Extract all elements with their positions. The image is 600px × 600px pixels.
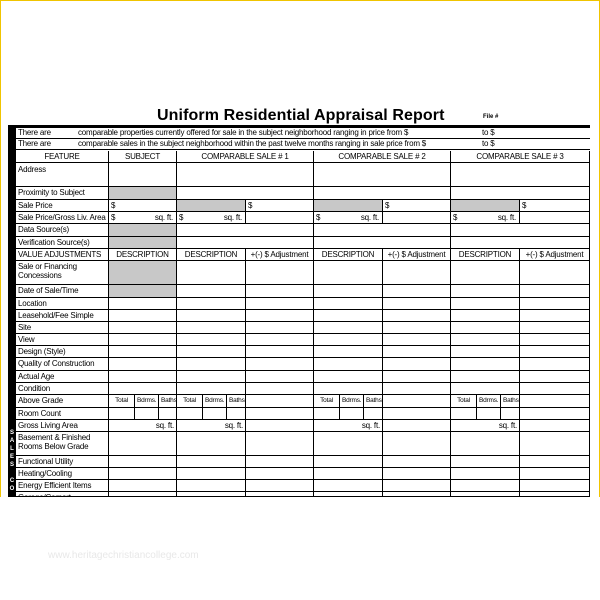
row-basement-finished-rooms-below-grade-description[interactable] [314,432,383,456]
watermark: www.heritagechristiancollege.com [48,550,199,561]
row-location-subject[interactable] [109,298,177,310]
room-count-adj[interactable] [246,408,314,420]
intro-to: to $ [482,139,495,148]
comp1-proximity-input[interactable] [177,187,314,200]
sqft-unit: sq. ft. [223,213,242,222]
comp1-data_sources-input[interactable] [177,224,314,237]
side-label-char: L [10,446,14,452]
row-location-description[interactable] [314,298,383,310]
sqft-unit: sq. ft. [497,213,516,222]
row-actual-age-label: Actual Age [16,371,109,383]
row-sale-or-financing-concessions-description[interactable] [451,261,520,285]
row-basement-finished-rooms-below-grade-label: Basement & Finished Rooms Below Grade [16,432,109,456]
row-view-adjustment[interactable] [383,334,451,346]
row-leasehold-fee-simple-subject[interactable] [109,310,177,322]
side-label-char: S [9,430,14,436]
row-date-of-sale-time-adjustment[interactable] [246,285,314,298]
row-date-of-sale-time-description[interactable] [314,285,383,298]
intro-lead: There are [18,128,51,137]
row-actual-age-adjustment[interactable] [246,371,314,383]
row-leasehold-fee-simple-description[interactable] [451,310,520,322]
row-label-data-sources: Data Source(s) [16,224,109,237]
side-label-char: O [9,486,15,492]
comp2-description-header: DESCRIPTION [314,249,383,261]
row-quality-of-construction-adjustment[interactable] [520,358,590,371]
row-functional-utility-description[interactable] [451,456,520,468]
row-basement-finished-rooms-below-grade-description[interactable] [177,432,246,456]
row-heating-cooling-description[interactable] [314,468,383,480]
side-label-char: A [9,438,15,444]
comp1-adjustment-header: +(-) $ Adjustment [246,249,314,261]
room-count-header-0-0: Total [109,395,135,408]
row-design-style-description[interactable] [314,346,383,358]
row-energy-efficient-items-description[interactable] [314,480,383,492]
subject-address-input[interactable] [109,163,177,187]
subject-data_sources [109,224,177,237]
room-count-adj[interactable] [383,408,451,420]
side-label-char: S [9,462,14,468]
row-view-adjustment[interactable] [246,334,314,346]
row-heating-cooling-adjustment[interactable] [383,468,451,480]
row-basement-finished-rooms-below-grade-adjustment[interactable] [246,432,314,456]
row-actual-age-description[interactable] [451,371,520,383]
comp3-adjustment-header: +(-) $ Adjustment [520,249,590,261]
row-energy-efficient-items-adjustment[interactable] [383,480,451,492]
row-design-style-description[interactable] [451,346,520,358]
row-label-sale-price-gla: Sale Price/Gross Liv. Area [16,212,109,224]
comp3-verification-input[interactable] [451,237,590,249]
row-heating-cooling-adjustment[interactable] [246,468,314,480]
comp2-data_sources-input[interactable] [314,224,451,237]
row-site-label: Site [16,322,109,334]
room-count-adj[interactable] [520,408,590,420]
gla-input[interactable]: sq. ft. [451,420,520,432]
gla-adj[interactable] [246,420,314,432]
row-date-of-sale-time-adjustment[interactable] [383,285,451,298]
row-label-sale-price: Sale Price [16,200,109,212]
row-condition-description[interactable] [314,383,383,395]
page-title: Uniform Residential Appraisal Report [157,107,445,124]
row-label-verification: Verification Source(s) [16,237,109,249]
row-design-style-description[interactable] [177,346,246,358]
intro-lead: There are [18,139,51,148]
row-actual-age-adjustment[interactable] [383,371,451,383]
gla-price-input-1[interactable] [177,212,246,224]
room-count-input[interactable] [135,408,159,420]
row-date-of-sale-time-subject [109,285,177,298]
room-count-header-1-2: Baths [227,395,246,408]
dollar-sign: $ [111,213,116,222]
intro-text: comparable properties currently offered for sale in the subject neighborhood ranging in price from $ [78,128,409,137]
row-site-adjustment[interactable] [246,322,314,334]
row-label-address: Address [16,163,109,187]
row-functional-utility-adjustment[interactable] [383,456,451,468]
row-date-of-sale-time-description[interactable] [177,285,246,298]
row-actual-age-adjustment[interactable] [520,371,590,383]
row-quality-of-construction-label: Quality of Construction [16,358,109,371]
comp3-address-input[interactable] [451,163,590,187]
intro-rule [16,149,590,150]
row-date-of-sale-time-adjustment[interactable] [520,285,590,298]
gla-input[interactable]: sq. ft. [177,420,246,432]
row-leasehold-fee-simple-adjustment[interactable] [383,310,451,322]
row-location-label: Location [16,298,109,310]
sqft-unit: sq. ft. [360,213,379,222]
comp1-gla-adj [246,212,314,224]
comp1-sale-price-input[interactable]: $ [246,200,314,212]
row-leasehold-fee-simple-adjustment[interactable] [520,310,590,322]
row-sale-or-financing-concessions-description[interactable] [314,261,383,285]
row-energy-efficient-items-label: Energy Efficient Items [16,480,109,492]
row-room-count-label: Room Count [16,408,109,420]
room-count-input[interactable] [227,408,246,420]
row-site-description[interactable] [177,322,246,334]
row-actual-age-description[interactable] [314,371,383,383]
row-above-grade-label: Above Grade [16,395,109,408]
row-location-adjustment[interactable] [520,298,590,310]
row-sale-or-financing-concessions-adjustment[interactable] [246,261,314,285]
comp2-verification-input[interactable] [314,237,451,249]
row-location-description[interactable] [177,298,246,310]
gla-price-input-2[interactable] [314,212,383,224]
row-heating-cooling-description[interactable] [451,468,520,480]
comp2-sale-price-shade [314,200,383,212]
row-quality-of-construction-subject[interactable] [109,358,177,371]
row-heating-cooling-label: Heating/Cooling [16,468,109,480]
header-comp-3: COMPARABLE SALE # 3 [451,151,590,163]
value-adjustments-label: VALUE ADJUSTMENTS [16,249,109,261]
row-energy-efficient-items-subject[interactable] [109,480,177,492]
gla-price-input-0[interactable] [109,212,177,224]
row-sale-or-financing-concessions-label: Sale or Financing Concessions [16,261,109,285]
row-energy-efficient-items-adjustment[interactable] [246,480,314,492]
room-count-input[interactable] [314,408,340,420]
room-count-header-2-2: Baths [364,395,383,408]
row-site-description[interactable] [451,322,520,334]
row-actual-age-subject[interactable] [109,371,177,383]
row-view-label: View [16,334,109,346]
room-count-input[interactable] [451,408,477,420]
dollar-sign: $ [316,213,321,222]
row-quality-of-construction-adjustment[interactable] [383,358,451,371]
row-location-adjustment[interactable] [246,298,314,310]
row-quality-of-construction-adjustment[interactable] [246,358,314,371]
dollar-sign: $ [179,213,184,222]
room-count-header-1-0: Total [177,395,203,408]
row-basement-finished-rooms-below-grade-adjustment[interactable] [383,432,451,456]
row-heating-cooling-subject[interactable] [109,468,177,480]
row-condition-adjustment[interactable] [246,383,314,395]
row-heating-cooling-description[interactable] [177,468,246,480]
row-design-style-adjustment[interactable] [383,346,451,358]
row-quality-of-construction-description[interactable] [177,358,246,371]
row-leasehold-fee-simple-label: Leasehold/Fee Simple [16,310,109,322]
row-actual-age-description[interactable] [177,371,246,383]
row-site-adjustment[interactable] [520,322,590,334]
row-condition-label: Condition [16,383,109,395]
page-bottom [0,497,600,600]
row-condition-adjustment[interactable] [383,383,451,395]
row-functional-utility-description[interactable] [177,456,246,468]
row-location-description[interactable] [451,298,520,310]
header-comp-1: COMPARABLE SALE # 1 [177,151,314,163]
room-count-header-3-2: Baths [501,395,520,408]
row-date-of-sale-time-label: Date of Sale/Time [16,285,109,298]
comp2-gla-adj [383,212,451,224]
comp3-proximity-input[interactable] [451,187,590,200]
row-basement-finished-rooms-below-grade-description[interactable] [451,432,520,456]
row-design-style-subject[interactable] [109,346,177,358]
gla-price-input-3[interactable] [451,212,520,224]
dollar-sign: $ [453,213,458,222]
room-count-header-3-0: Total [451,395,477,408]
room-count-header-0-2: Baths [159,395,177,408]
side-label-char: C [9,478,15,484]
gla-adj[interactable] [383,420,451,432]
comp1-verification-input[interactable] [177,237,314,249]
row-functional-utility-description[interactable] [314,456,383,468]
row-sale-or-financing-concessions-subject [109,261,177,285]
row-design-style-adjustment[interactable] [520,346,590,358]
room-count-header-2-0: Total [314,395,340,408]
row-date-of-sale-time-description[interactable] [451,285,520,298]
row-design-style-adjustment[interactable] [246,346,314,358]
gla-adj[interactable] [520,420,590,432]
row-sale-or-financing-concessions-adjustment[interactable] [383,261,451,285]
subject-description-header: DESCRIPTION [109,249,177,261]
row-design-style-label: Design (Style) [16,346,109,358]
room-count-header-0-1: Bdrms. [135,395,159,408]
comp2-address-input[interactable] [314,163,451,187]
room-count-header-2-1: Bdrms. [340,395,364,408]
header-subject: SUBJECT [109,151,177,163]
file-number-label: File # [483,114,499,120]
room-count-input[interactable] [177,408,203,420]
row-quality-of-construction-description[interactable] [451,358,520,371]
row-quality-of-construction-description[interactable] [314,358,383,371]
comp3-data_sources-input[interactable] [451,224,590,237]
row-functional-utility-subject[interactable] [109,456,177,468]
header-feature: FEATURE [16,151,109,163]
above-grade-adj [246,395,314,408]
room-count-input[interactable] [340,408,364,420]
row-label-proximity: Proximity to Subject [16,187,109,200]
row-basement-finished-rooms-below-grade-subject[interactable] [109,432,177,456]
row-condition-description[interactable] [451,383,520,395]
row-sale-or-financing-concessions-adjustment[interactable] [520,261,590,285]
side-label-char: E [9,454,14,460]
row-sale-or-financing-concessions-description[interactable] [177,261,246,285]
comp2-adjustment-header: +(-) $ Adjustment [383,249,451,261]
row-functional-utility-label: Functional Utility [16,456,109,468]
room-count-input[interactable] [364,408,383,420]
room-count-input[interactable] [203,408,227,420]
row-site-description[interactable] [314,322,383,334]
row-functional-utility-adjustment[interactable] [246,456,314,468]
row-view-description[interactable] [177,334,246,346]
comp1-address-input[interactable] [177,163,314,187]
row-view-adjustment[interactable] [520,334,590,346]
sqft-unit: sq. ft. [154,213,173,222]
comp3-description-header: DESCRIPTION [451,249,520,261]
comp2-sale-price-input[interactable]: $ [383,200,451,212]
room-count-header-3-1: Bdrms. [477,395,501,408]
room-count-input[interactable] [477,408,501,420]
comp3-sale-price-shade [451,200,520,212]
comp2-proximity-input[interactable] [314,187,451,200]
row-energy-efficient-items-adjustment[interactable] [520,480,590,492]
gla-input[interactable]: sq. ft. [109,420,177,432]
header-comp-2: COMPARABLE SALE # 2 [314,151,451,163]
row-condition-subject[interactable] [109,383,177,395]
above-grade-adj [383,395,451,408]
subject-sale-price-input[interactable]: $ [109,200,177,212]
row-site-adjustment[interactable] [383,322,451,334]
row-location-adjustment[interactable] [383,298,451,310]
comp1-description-header: DESCRIPTION [177,249,246,261]
comp3-gla-adj [520,212,590,224]
row-energy-efficient-items-description[interactable] [451,480,520,492]
row-view-subject[interactable] [109,334,177,346]
row-leasehold-fee-simple-description[interactable] [314,310,383,322]
room-count-input[interactable] [109,408,135,420]
row-heating-cooling-adjustment[interactable] [520,468,590,480]
comp3-sale-price-input[interactable]: $ [520,200,590,212]
room-count-header-1-1: Bdrms. [203,395,227,408]
row-leasehold-fee-simple-adjustment[interactable] [246,310,314,322]
comp1-sale-price-shade [177,200,246,212]
row-site-subject[interactable] [109,322,177,334]
row-functional-utility-adjustment[interactable] [520,456,590,468]
row-energy-efficient-items-description[interactable] [177,480,246,492]
intro-text: comparable sales in the subject neighborhood within the past twelve months ranging in sale price from $ [78,139,427,148]
room-count-input[interactable] [159,408,177,420]
row-condition-description[interactable] [177,383,246,395]
above-grade-adj [520,395,590,408]
row-gross-living-area-label: Gross Living Area [16,420,109,432]
row-view-description[interactable] [314,334,383,346]
room-count-input[interactable] [501,408,520,420]
row-view-description[interactable] [451,334,520,346]
row-basement-finished-rooms-below-grade-adjustment[interactable] [520,432,590,456]
row-condition-adjustment[interactable] [520,383,590,395]
row-leasehold-fee-simple-description[interactable] [177,310,246,322]
subject-verification [109,237,177,249]
intro-to: to $ [482,128,495,137]
subject-proximity [109,187,177,200]
gla-input[interactable]: sq. ft. [314,420,383,432]
